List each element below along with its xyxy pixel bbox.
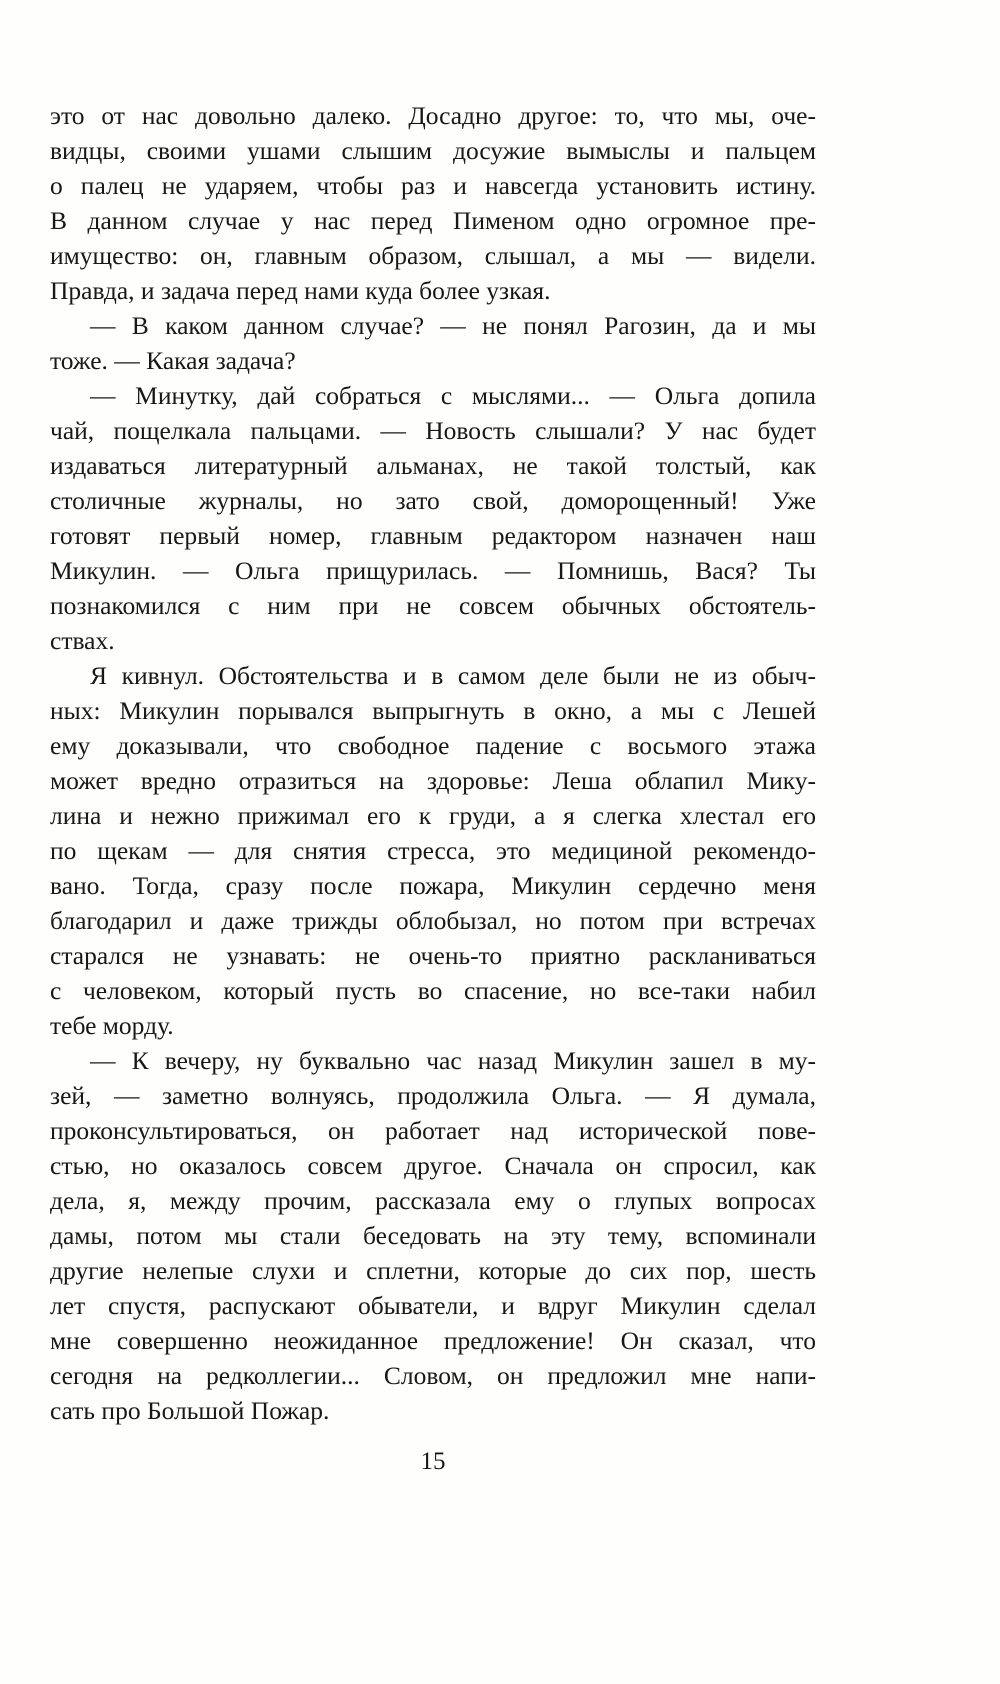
text-line: другие нелепые слухи и сплетни, которые до сих пор, шесть xyxy=(50,1256,816,1285)
text-line: это от нас довольно далеко. Досадно другое: то, что мы, оче- xyxy=(50,101,816,130)
text-line: может вредно отразиться на здоровье: Леша облапил Мику- xyxy=(50,766,816,795)
text-line: Я кивнул. Обстоятельства и в самом деле были не из обыч- xyxy=(90,661,816,690)
text-line: ных: Микулин порывался выпрыгнуть в окно, а мы с Лешей xyxy=(50,696,816,725)
text-line: познакомился с ним при не совсем обычных обстоятель- xyxy=(50,591,816,620)
text-line: лина и нежно прижимал его к груди, а я слегка хлестал его xyxy=(50,801,816,830)
text-line: о палец не ударяем, чтобы раз и навсегда установить истину. xyxy=(50,171,816,200)
text-line: вано. Тогда, сразу после пожара, Микулин сердечно меня xyxy=(50,871,816,900)
text-line: Микулин. — Ольга прищурилась. — Помнишь, Вася? Ты xyxy=(50,556,816,585)
text-line: сать про Большой Пожар. xyxy=(50,1396,330,1425)
text-line: старался не узнавать: не очень-то приятно раскланиваться xyxy=(50,941,816,970)
text-line: тебе морду. xyxy=(50,1011,174,1040)
text-line: ствах. xyxy=(50,626,115,655)
text-line: видцы, своими ушами слышим досужие вымыслы и пальцем xyxy=(50,136,816,165)
page-text xyxy=(50,98,816,1428)
paragraph xyxy=(50,658,816,1043)
text-line: — Минутку, дай собраться с мыслями... — Ольга допила xyxy=(90,381,816,410)
paragraph xyxy=(50,378,816,658)
text-line: с человеком, который пусть во спасение, но все-таки набил xyxy=(50,976,816,1005)
text-line: дела, я, между прочим, рассказала ему о глупых вопросах xyxy=(50,1186,816,1215)
text-line: благодарил и даже трижды облобызал, но потом при встречах xyxy=(50,906,816,935)
text-line: лет спустя, распускают обыватели, и вдруг Микулин сделал xyxy=(50,1291,816,1320)
text-line: В данном случае у нас перед Пименом одно огромное пре- xyxy=(50,206,816,235)
text-line: столичные журналы, но зато свой, доморощенный! Уже xyxy=(50,486,816,515)
page-number: 15 xyxy=(420,1448,446,1475)
text-line: сегодня на редколлегии... Словом, он предложил мне напи- xyxy=(50,1361,816,1390)
text-line: — К вечеру, ну буквально час назад Микулин зашел в му- xyxy=(90,1046,816,1075)
text-line: готовят первый номер, главным редактором назначен наш xyxy=(50,521,816,550)
paragraph xyxy=(50,308,816,378)
text-line: мне совершенно неожиданное предложение! Он сказал, что xyxy=(50,1326,816,1355)
text-line: ему доказывали, что свободное падение с восьмого этажа xyxy=(50,731,816,760)
text-line: проконсультироваться, он работает над исторической пове- xyxy=(50,1116,816,1145)
text-line: имущество: он, главным образом, слышал, а мы — видели. xyxy=(50,241,816,270)
text-line: — В каком данном случае? — не понял Рагозин, да и мы xyxy=(90,311,816,340)
text-line: издаваться литературный альманах, не такой толстый, как xyxy=(50,451,816,480)
text-line: по щекам — для снятия стресса, это медициной рекомендо- xyxy=(50,836,816,865)
text-line: Правда, и задача перед нами куда более узкая. xyxy=(50,276,551,305)
paragraph xyxy=(50,1043,816,1428)
paragraph xyxy=(50,98,816,308)
text-line: зей, — заметно волнуясь, продолжила Ольга. — Я думала, xyxy=(50,1081,816,1110)
text-line: тоже. — Какая задача? xyxy=(50,346,296,375)
text-line: стью, но оказалось совсем другое. Сначала он спросил, как xyxy=(50,1151,816,1180)
text-line: дамы, потом мы стали беседовать на эту тему, вспоминали xyxy=(50,1221,816,1250)
text-line: чай, пощелкала пальцами. — Новость слышали? У нас будет xyxy=(50,416,816,445)
